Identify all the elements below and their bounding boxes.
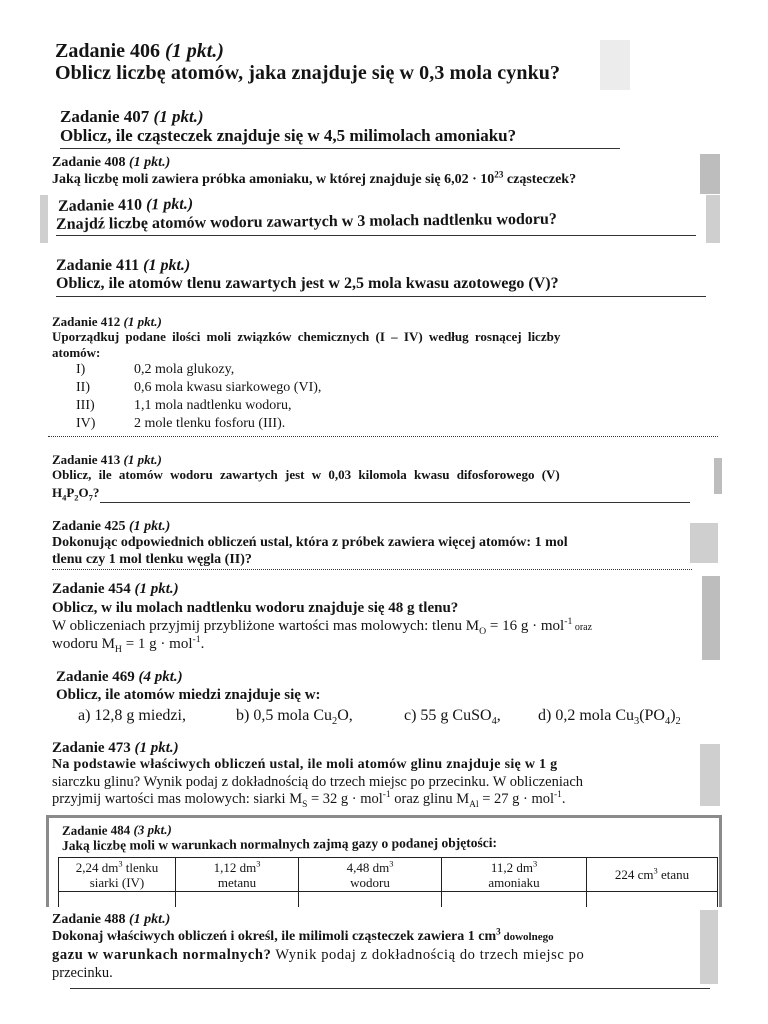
task-points: (1 pkt.) xyxy=(153,107,204,126)
scan-shadow xyxy=(700,744,720,806)
table-row xyxy=(59,892,718,908)
task-title: Zadanie 407 xyxy=(60,107,150,126)
item-number: IV) xyxy=(76,416,96,431)
dotted-divider xyxy=(52,569,692,570)
task-408 xyxy=(0,154,768,194)
task-407 xyxy=(0,100,768,152)
text-part: gazu w warunkach normalnych? xyxy=(52,947,272,963)
task-title: Zadanie 425 xyxy=(52,519,126,534)
scan-shadow xyxy=(46,815,722,818)
task-425 xyxy=(0,515,768,571)
task-454 xyxy=(0,576,768,660)
cell-value: amoniaku xyxy=(488,874,540,890)
cell-value: wodoru xyxy=(350,874,390,890)
item-text: 0,2 mola glukozy, xyxy=(134,362,235,377)
task-title: Zadanie 473 xyxy=(52,740,131,756)
cell-value: 4,48 dm xyxy=(346,859,390,875)
formula-part: O xyxy=(78,485,89,500)
table-cell xyxy=(176,858,299,892)
task-title: Zadanie 410 xyxy=(57,196,143,215)
item-text: 2 mole tlenku fosforu (III). xyxy=(134,416,286,431)
task-title: Zadanie 413 xyxy=(52,452,121,467)
subscript: H xyxy=(114,644,122,655)
text-part: . xyxy=(200,636,205,652)
formula-part: P xyxy=(66,485,75,500)
task-title: Zadanie 412 xyxy=(52,314,121,329)
task-text-line: przecinku. xyxy=(52,965,113,981)
subscript: 2 xyxy=(74,492,79,503)
text-part: ) xyxy=(670,707,676,724)
task-title: Zadanie 488 xyxy=(52,912,126,927)
task-text: Oblicz liczbę atomów, jaka znajduje się w 0,3 mola cynku? xyxy=(55,62,561,84)
task-text-line: tlenu czy 1 mol tlenku węgla (II)? xyxy=(52,552,252,567)
text-part: c) 55 g CuSO xyxy=(404,707,492,724)
task-473 xyxy=(0,738,768,812)
superscript: -1 xyxy=(564,616,573,627)
subscript: 4 xyxy=(664,716,671,728)
task-points: (1 pkt.) xyxy=(129,155,171,170)
cell-value: etanu xyxy=(657,867,690,882)
table-cell xyxy=(176,892,299,908)
scan-shadow xyxy=(700,910,718,984)
task-text-line: Dokonując odpowiednich obliczeń ustal, która z próbek zawiera więcej atomów: 1 mol xyxy=(52,535,568,550)
task-text: Oblicz, ile atomów tlenu zawartych jest w 2,5 mola kwasu azotowego (V)? xyxy=(56,275,559,292)
cell-value: 11,2 dm xyxy=(490,859,533,875)
superscript: -1 xyxy=(382,790,391,801)
cell-value: 224 cm xyxy=(614,867,654,882)
text-part: wodoru M xyxy=(52,636,115,652)
subscript: O xyxy=(479,626,487,637)
text-part: . xyxy=(561,791,566,807)
text-part: = 32 g · mol xyxy=(307,791,383,807)
task-title: Zadanie 484 xyxy=(61,822,131,838)
task-412 xyxy=(0,312,768,444)
text-part: d) 0,2 mola Cu xyxy=(538,707,634,724)
task-406 xyxy=(0,30,768,96)
task-484 xyxy=(0,815,768,907)
task-points: (1 pkt.) xyxy=(134,740,179,756)
scan-shadow xyxy=(714,458,722,494)
divider xyxy=(56,296,706,297)
superscript: 3 xyxy=(653,865,658,876)
task-410 xyxy=(0,195,768,243)
task-text-line: siarczku glinu? Wynik podaj z dokładnością do trzech miejsc po przecinku. W obliczeniach xyxy=(52,774,584,790)
scan-shadow xyxy=(702,576,720,660)
text-part: (PO xyxy=(639,707,665,724)
item-d xyxy=(538,707,681,728)
table-cell xyxy=(299,892,442,908)
text-part: O, xyxy=(337,707,353,724)
task-text-line: Na podstawie właściwych obliczeń ustal, ile moli atomów glinu znajduje się w 1 g xyxy=(52,757,558,772)
superscript: -1 xyxy=(192,634,201,645)
task-text-line xyxy=(52,926,554,945)
scan-shadow xyxy=(700,154,720,194)
cell-value: 2,24 dm xyxy=(75,859,119,875)
text-part: = 1 g · mol xyxy=(121,636,193,652)
text-part: przyjmij wartości mas molowych: siarki M xyxy=(52,791,303,807)
task-text-line xyxy=(52,618,592,635)
gas-volume-table xyxy=(58,857,718,907)
scan-shadow xyxy=(690,523,718,563)
text-part: cząsteczek? xyxy=(503,172,577,187)
divider xyxy=(100,502,690,503)
scan-shadow xyxy=(46,815,49,907)
cell-value: siarki (IV) xyxy=(89,874,145,890)
subscript: 3 xyxy=(634,716,640,728)
subscript: 4 xyxy=(62,492,67,503)
task-points: (1 pkt.) xyxy=(145,195,194,214)
text-part: oraz glinu M xyxy=(390,791,470,807)
task-points: (4 pkt.) xyxy=(138,669,183,685)
task-title: Zadanie 408 xyxy=(52,155,126,170)
table-cell xyxy=(587,892,718,908)
scan-shadow xyxy=(706,195,720,243)
text-part: oraz xyxy=(572,622,593,633)
subscript: 7 xyxy=(88,492,93,503)
subscript: 2 xyxy=(675,716,681,728)
table-cell xyxy=(299,858,442,892)
superscript: 3 xyxy=(532,858,538,869)
task-text-line xyxy=(52,636,204,653)
dotted-divider xyxy=(48,436,718,437)
subscript: Al xyxy=(469,799,479,810)
task-411 xyxy=(0,250,768,302)
divider xyxy=(70,988,710,989)
text-part: Wynik podaj z dokładnością do trzech miejsc po xyxy=(271,947,585,963)
table-cell xyxy=(442,858,587,892)
scan-shadow xyxy=(600,40,630,90)
formula xyxy=(52,485,99,501)
task-points: (1 pkt.) xyxy=(165,40,224,62)
text-part: = 27 g · mol xyxy=(478,791,555,807)
task-text: Znajdź liczbę atomów wodoru zawartych w 3 molach nadtlenku wodoru? xyxy=(55,210,557,233)
table-cell xyxy=(59,858,176,892)
table-cell xyxy=(442,892,587,908)
task-title: Zadanie 411 xyxy=(56,257,140,274)
item-b xyxy=(236,707,353,728)
table-row xyxy=(59,858,718,892)
subscript: 4 xyxy=(491,716,497,728)
exponent: 23 xyxy=(494,169,504,180)
table-cell xyxy=(587,858,718,892)
text-part: Jaką liczbę moli zawiera próbka amoniaku, w której znajduje się 6,02 · 10 xyxy=(52,172,495,187)
item-text: 1,1 mola nadtlenku wodoru, xyxy=(134,398,292,413)
task-points: (1 pkt.) xyxy=(129,519,171,534)
subscript: 2 xyxy=(332,716,338,728)
text-part: b) 0,5 mola Cu xyxy=(236,707,332,724)
task-text-line: Oblicz, ile atomów miedzi znajduje się w: xyxy=(56,687,321,703)
text-part: dowolnego xyxy=(500,931,554,943)
superscript: 3 xyxy=(496,926,501,937)
task-text-line: Uporządkuj podane ilości moli związków chemicznych (I – IV) według rosnącej liczby xyxy=(52,329,561,344)
text-part: W obliczeniach przyjmij przybliżone wartości mas molowych: tlenu M xyxy=(52,618,480,634)
task-points: (1 pkt.) xyxy=(123,314,162,329)
item-number: III) xyxy=(76,398,95,413)
task-text-line: Oblicz, ile atomów wodoru zawartych jest w 0,03 kilomola kwasu difosforowego (V) xyxy=(52,467,560,482)
item-number: II) xyxy=(76,380,90,395)
task-413 xyxy=(0,450,768,510)
text-part: , xyxy=(496,707,501,724)
task-points: (3 pkt.) xyxy=(133,821,172,838)
task-text-line xyxy=(52,791,565,808)
scan-shadow xyxy=(719,815,722,907)
task-title: Zadanie 469 xyxy=(56,669,135,685)
task-points: (1 pkt.) xyxy=(143,257,191,274)
task-title: Zadanie 406 xyxy=(55,40,161,62)
task-text-line: atomów: xyxy=(52,345,101,360)
superscript: -1 xyxy=(554,790,562,801)
table-cell xyxy=(59,892,176,908)
task-title: Zadanie 454 xyxy=(52,581,131,597)
divider xyxy=(60,148,620,149)
text-part: Dokonaj właściwych obliczeń i określ, ile milimoli cząsteczek zawiera 1 cm xyxy=(52,929,497,944)
task-points: (1 pkt.) xyxy=(123,452,162,467)
task-469 xyxy=(0,665,768,735)
task-points: (1 pkt.) xyxy=(134,581,179,597)
subscript: S xyxy=(302,799,308,810)
formula-part: H xyxy=(52,485,63,500)
item-c xyxy=(404,707,501,728)
superscript: 3 xyxy=(256,858,261,869)
item-a: a) 12,8 g miedzi, xyxy=(78,707,186,724)
task-text-line: Oblicz, w ilu molach nadtlenku wodoru znajduje się 48 g tlenu? xyxy=(52,600,459,616)
task-points: (1 pkt.) xyxy=(129,912,171,927)
task-text xyxy=(52,169,577,188)
superscript: 3 xyxy=(118,858,123,869)
item-text: 0,6 mola kwasu siarkowego (VI), xyxy=(134,380,322,395)
cell-value: 1,12 dm xyxy=(213,859,257,875)
superscript: 3 xyxy=(389,858,394,869)
cell-value: tlenku xyxy=(122,859,159,875)
scan-shadow xyxy=(40,195,48,243)
cell-value: metanu xyxy=(217,874,257,890)
formula-part: ? xyxy=(92,485,100,500)
divider xyxy=(56,235,696,236)
item-number: I) xyxy=(76,362,86,377)
text-part: = 16 g · mol xyxy=(486,618,565,634)
task-text-line: Jaką liczbę moli w warunkach normalnych zajmą gazy o podanej objętości: xyxy=(61,834,498,853)
task-488 xyxy=(0,910,768,994)
task-text: Oblicz, ile cząsteczek znajduje się w 4,5 milimolach amoniaku? xyxy=(60,126,517,145)
task-text-line xyxy=(52,947,584,964)
